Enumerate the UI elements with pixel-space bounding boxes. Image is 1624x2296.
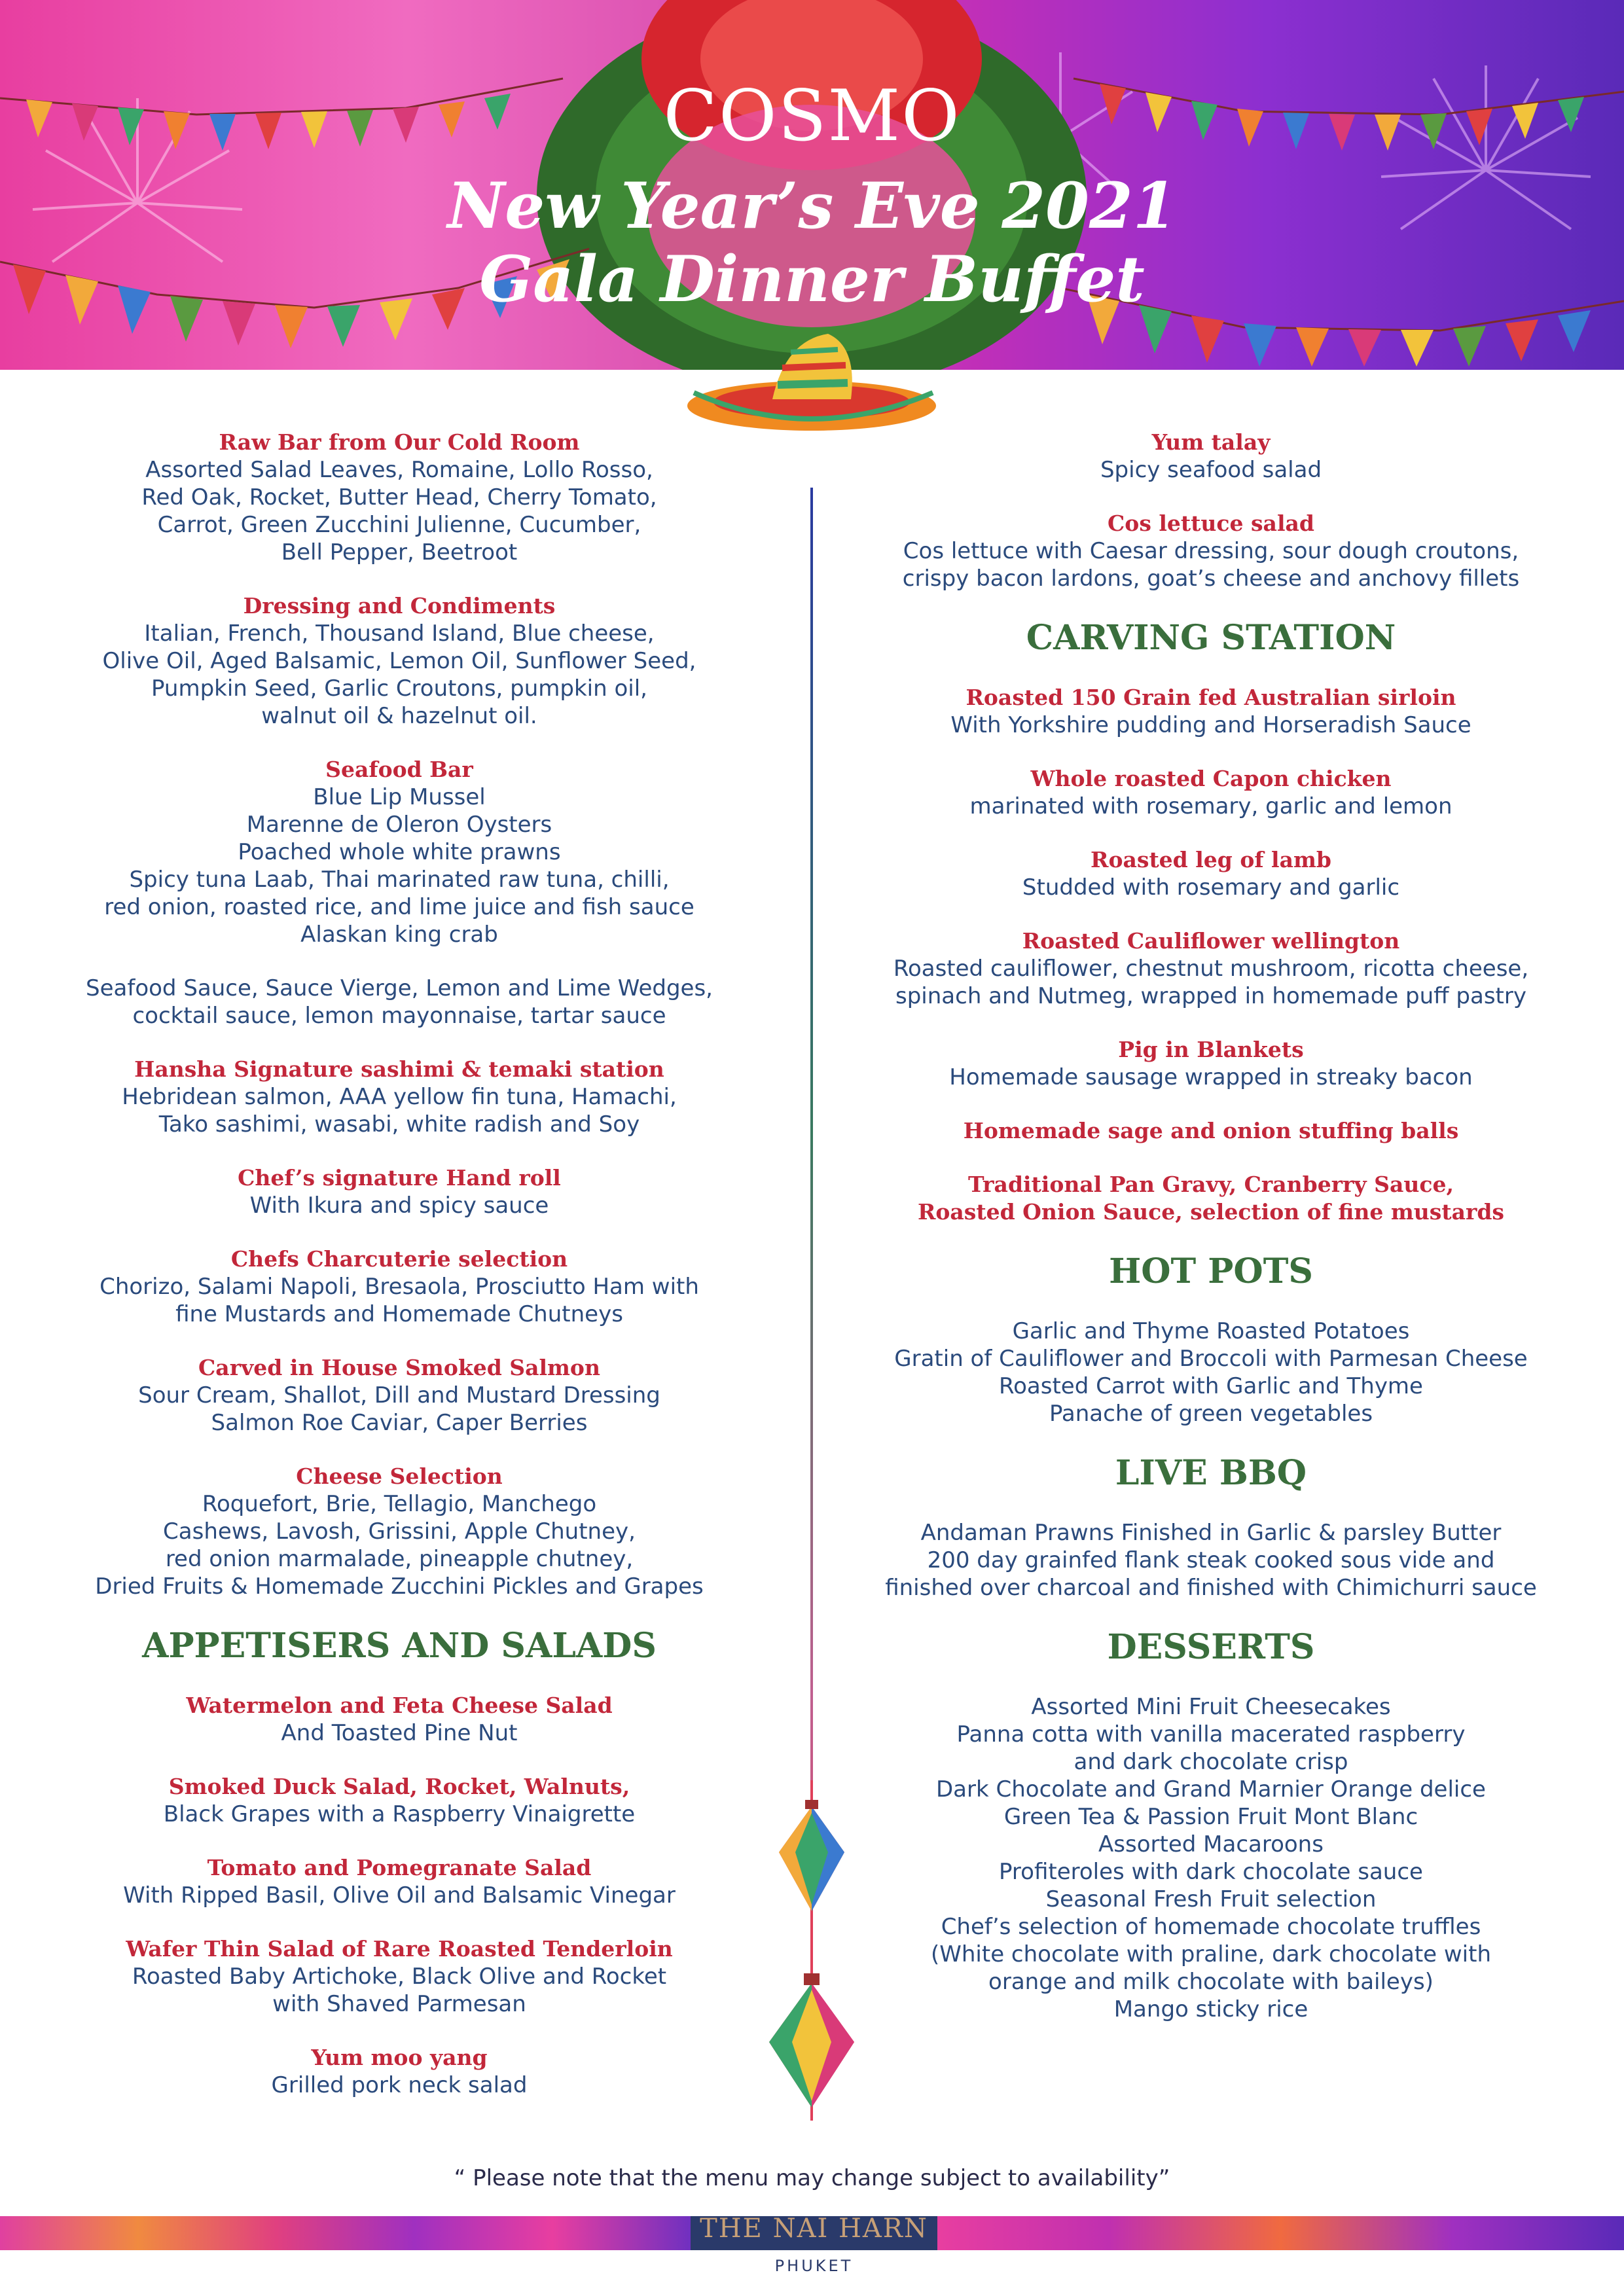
menu-item-heading: Seafood Bar <box>325 757 473 782</box>
menu-item-description: marinated with rosemary, garlic and lemon <box>969 793 1453 819</box>
menu-left-column <box>59 429 740 2125</box>
menu-item-heading: Pig in Blankets <box>1118 1037 1304 1062</box>
menu-item-description: Green Tea & Passion Fruit Mont Blanc <box>1003 1804 1418 1830</box>
menu-item <box>871 429 1551 484</box>
menu-item-description: red onion marmalade, pineapple chutney, <box>165 1546 634 1572</box>
menu-item-heading: Homemade sage and onion stuffing balls <box>963 1118 1459 1143</box>
menu-item-description: Dried Fruits & Homemade Zucchini Pickles and Grapes <box>95 1573 704 1600</box>
menu-item <box>59 592 740 730</box>
menu-item-heading: Wafer Thin Salad of Rare Roasted Tenderloin <box>126 1936 673 1962</box>
menu-item-description: Cos lettuce with Caesar dressing, sour dough croutons, <box>903 538 1519 564</box>
menu-item-description: cocktail sauce, lemon mayonnaise, tartar sauce <box>132 1003 666 1029</box>
menu-item <box>871 1318 1551 1427</box>
menu-item-description: crispy bacon lardons, goat’s cheese and anchovy fillets <box>902 565 1520 592</box>
menu-item <box>871 927 1551 1010</box>
menu-item-heading: Whole roasted Capon chicken <box>1030 766 1392 791</box>
menu-item-description: Profiteroles with dark chocolate sauce <box>999 1859 1423 1885</box>
menu-item-description: finished over charcoal and finished with Chimichurri sauce <box>885 1575 1537 1601</box>
menu-item-description: And Toasted Pine Nut <box>281 1720 518 1746</box>
menu-item-description: Salmon Roe Caviar, Caper Berries <box>211 1410 588 1436</box>
menu-item-heading: Dressing and Condiments <box>243 593 556 619</box>
menu-item-heading: Raw Bar from Our Cold Room <box>219 429 580 455</box>
menu-item <box>59 1854 740 1909</box>
menu-item-description: Sour Cream, Shallot, Dill and Mustard Dressing <box>138 1382 660 1408</box>
menu-item <box>59 1354 740 1437</box>
menu-item-description: Chef’s selection of homemade chocolate truffles <box>941 1914 1481 1940</box>
menu-item-description: red onion, roasted rice, and lime juice and fish sauce <box>104 894 695 920</box>
menu-item-description: Marenne de Oleron Oysters <box>246 812 552 838</box>
menu-item-description: Bell Pepper, Beetroot <box>281 539 518 565</box>
menu-item-heading: Cheese Selection <box>296 1463 503 1489</box>
section-title: CARVING STATION <box>1026 618 1396 658</box>
menu-item-description: Poached whole white prawns <box>238 839 561 865</box>
menu-item-description: Gratin of Cauliflower and Broccoli with Parmesan Cheese <box>894 1346 1528 1372</box>
menu-item-heading: Smoked Duck Salad, Rocket, Walnuts, <box>168 1774 630 1799</box>
menu-item-description: with Shaved Parmesan <box>272 1991 526 2017</box>
menu-item <box>871 1519 1551 1602</box>
menu-item-heading: Roasted Onion Sauce, selection of fine mustards <box>917 1199 1505 1225</box>
menu-item-description: and dark chocolate crisp <box>1074 1749 1348 1775</box>
menu-item <box>59 1692 740 1747</box>
menu-item <box>871 1171 1551 1226</box>
lantern-icon <box>769 1973 854 2108</box>
menu-item-heading: Watermelon and Feta Cheese Salad <box>186 1693 613 1718</box>
section-title: DESSERTS <box>1107 1627 1315 1667</box>
menu-item-description: Panna cotta with vanilla macerated raspberry <box>956 1721 1466 1748</box>
menu-item-description: Dark Chocolate and Grand Marnier Orange delice <box>936 1776 1486 1803</box>
menu-item-description: orange and milk chocolate with baileys) <box>988 1969 1434 1995</box>
menu-item <box>871 684 1551 739</box>
menu-item-description: Grilled pork neck salad <box>271 2072 528 2098</box>
menu-item-description: Olive Oil, Aged Balsamic, Lemon Oil, Sunflower Seed, <box>102 648 696 674</box>
menu-item <box>59 1246 740 1328</box>
menu-item-description: Tako sashimi, wasabi, white radish and Soy <box>158 1111 640 1138</box>
menu-item <box>59 1463 740 1600</box>
menu-item-heading: Roasted Cauliflower wellington <box>1022 928 1400 954</box>
section-title: LIVE BBQ <box>1115 1453 1307 1493</box>
menu-item-description: Pumpkin Seed, Garlic Croutons, pumpkin oil, <box>151 675 647 702</box>
menu-item-description: Cashews, Lavosh, Grissini, Apple Chutney, <box>163 1518 636 1545</box>
menu-item-heading: Yum moo yang <box>311 2045 488 2070</box>
menu-item-description: walnut oil & hazelnut oil. <box>261 703 537 729</box>
footer-bar-right <box>937 2216 1624 2250</box>
menu-item-description: Alaskan king crab <box>300 922 498 948</box>
menu-item-description: 200 day grainfed flank steak cooked sous vide and <box>927 1547 1495 1573</box>
menu-item <box>59 756 740 948</box>
menu-item-description: Studded with rosemary and garlic <box>1022 874 1400 901</box>
menu-item-description: spinach and Nutmeg, wrapped in homemade puff pastry <box>895 983 1526 1009</box>
menu-item-description: Assorted Macaroons <box>1098 1831 1324 1857</box>
menu-item-heading: Roasted 150 Grain fed Australian sirloin <box>965 685 1456 710</box>
menu-item <box>59 429 740 566</box>
menu-item-heading: Chef’s signature Hand roll <box>238 1165 561 1191</box>
menu-item-heading: Yum talay <box>1151 429 1271 455</box>
menu-item-description: With Ripped Basil, Olive Oil and Balsamic Vinegar <box>123 1882 676 1909</box>
event-title-line2: Gala Dinner Buffet <box>479 242 1145 316</box>
menu-item <box>871 510 1551 592</box>
menu-item-heading: Hansha Signature sashimi & temaki station <box>134 1056 664 1082</box>
menu-item-description: Homemade sausage wrapped in streaky bacon <box>949 1064 1473 1090</box>
menu-item-description: fine Mustards and Homemade Chutneys <box>175 1301 623 1327</box>
menu-item-heading: Cos lettuce salad <box>1108 511 1314 536</box>
section-title: APPETISERS AND SALADS <box>142 1626 657 1666</box>
menu-item <box>59 1935 740 2018</box>
hotel-logo: THE NAI HARN <box>700 2214 928 2244</box>
menu-item-heading: Carved in House Smoked Salmon <box>198 1355 600 1380</box>
menu-item-description: Roasted cauliflower, chestnut mushroom, ricotta cheese, <box>893 956 1529 982</box>
menu-item <box>871 1693 1551 2023</box>
menu-item-description: Roasted Baby Artichoke, Black Olive and Rocket <box>132 1964 667 1990</box>
menu-item-description: Mango sticky rice <box>1113 1996 1308 2022</box>
menu-item-heading: Chefs Charcuterie selection <box>230 1246 568 1272</box>
menu-item <box>59 1773 740 1828</box>
brand-name: COSMO <box>663 75 961 157</box>
menu-item <box>871 1117 1551 1145</box>
menu-item-description: Garlic and Thyme Roasted Potatoes <box>1012 1318 1410 1344</box>
menu-item <box>59 2044 740 2099</box>
menu-item-heading: Roasted leg of lamb <box>1091 847 1331 872</box>
menu-item-description: With Yorkshire pudding and Horseradish Sauce <box>950 712 1471 738</box>
menu-item-description: Italian, French, Thousand Island, Blue cheese, <box>144 620 655 647</box>
sombrero-icon <box>674 321 949 439</box>
event-title-line1: New Year’s Eve 2021 <box>447 169 1177 243</box>
section-title: HOT POTS <box>1109 1251 1313 1291</box>
menu-item <box>871 1036 1551 1091</box>
menu-item-description: Chorizo, Salami Napoli, Bresaola, Prosciutto Ham with <box>99 1274 699 1300</box>
menu-item-description: Blue Lip Mussel <box>313 784 486 810</box>
menu-item-description: Red Oak, Rocket, Butter Head, Cherry Tomato, <box>141 484 657 511</box>
footer-bar-left <box>0 2216 691 2250</box>
availability-note: “ Please note that the menu may change subject to availability” <box>454 2165 1170 2191</box>
menu-item-heading: Tomato and Pomegranate Salad <box>207 1855 592 1880</box>
menu-item-description: Seasonal Fresh Fruit selection <box>1045 1886 1377 1912</box>
menu-item <box>59 1056 740 1138</box>
menu-item <box>871 846 1551 901</box>
menu-item-description: Assorted Mini Fruit Cheesecakes <box>1031 1694 1391 1720</box>
menu-item-description: Roasted Carrot with Garlic and Thyme <box>999 1373 1423 1399</box>
menu-item-description: Seafood Sauce, Sauce Vierge, Lemon and Lime Wedges, <box>86 975 713 1001</box>
menu-item-description: Black Grapes with a Raspberry Vinaigrette <box>163 1801 636 1827</box>
menu-item-description: Andaman Prawns Finished in Garlic & parsley Butter <box>920 1520 1502 1546</box>
menu-right-column <box>871 429 1551 2049</box>
menu-item-description: Carrot, Green Zucchini Julienne, Cucumber, <box>157 512 641 538</box>
hotel-location: PHUKET <box>774 2257 854 2275</box>
menu-item-description: (White chocolate with praline, dark chocolate with <box>930 1941 1492 1967</box>
menu-item-description: Spicy tuna Laab, Thai marinated raw tuna, chilli, <box>129 867 670 893</box>
menu-item <box>59 975 740 1030</box>
menu-item-heading: Traditional Pan Gravy, Cranberry Sauce, <box>968 1172 1454 1197</box>
menu-item-description: Spicy seafood salad <box>1100 457 1322 483</box>
menu-item-description: With Ikura and spicy sauce <box>249 1193 549 1219</box>
menu-item-description: Roquefort, Brie, Tellagio, Manchego <box>202 1491 597 1517</box>
header-banner <box>0 0 1624 370</box>
menu-item <box>871 765 1551 820</box>
menu-item <box>59 1164 740 1219</box>
lantern-icon <box>779 1800 844 1911</box>
menu-item-description: Panache of green vegetables <box>1049 1401 1373 1427</box>
menu-item-description: Assorted Salad Leaves, Romaine, Lollo Rosso, <box>145 457 653 483</box>
menu-item-description: Hebridean salmon, AAA yellow fin tuna, Hamachi, <box>122 1084 677 1110</box>
lanterns-decoration <box>753 1780 871 2121</box>
